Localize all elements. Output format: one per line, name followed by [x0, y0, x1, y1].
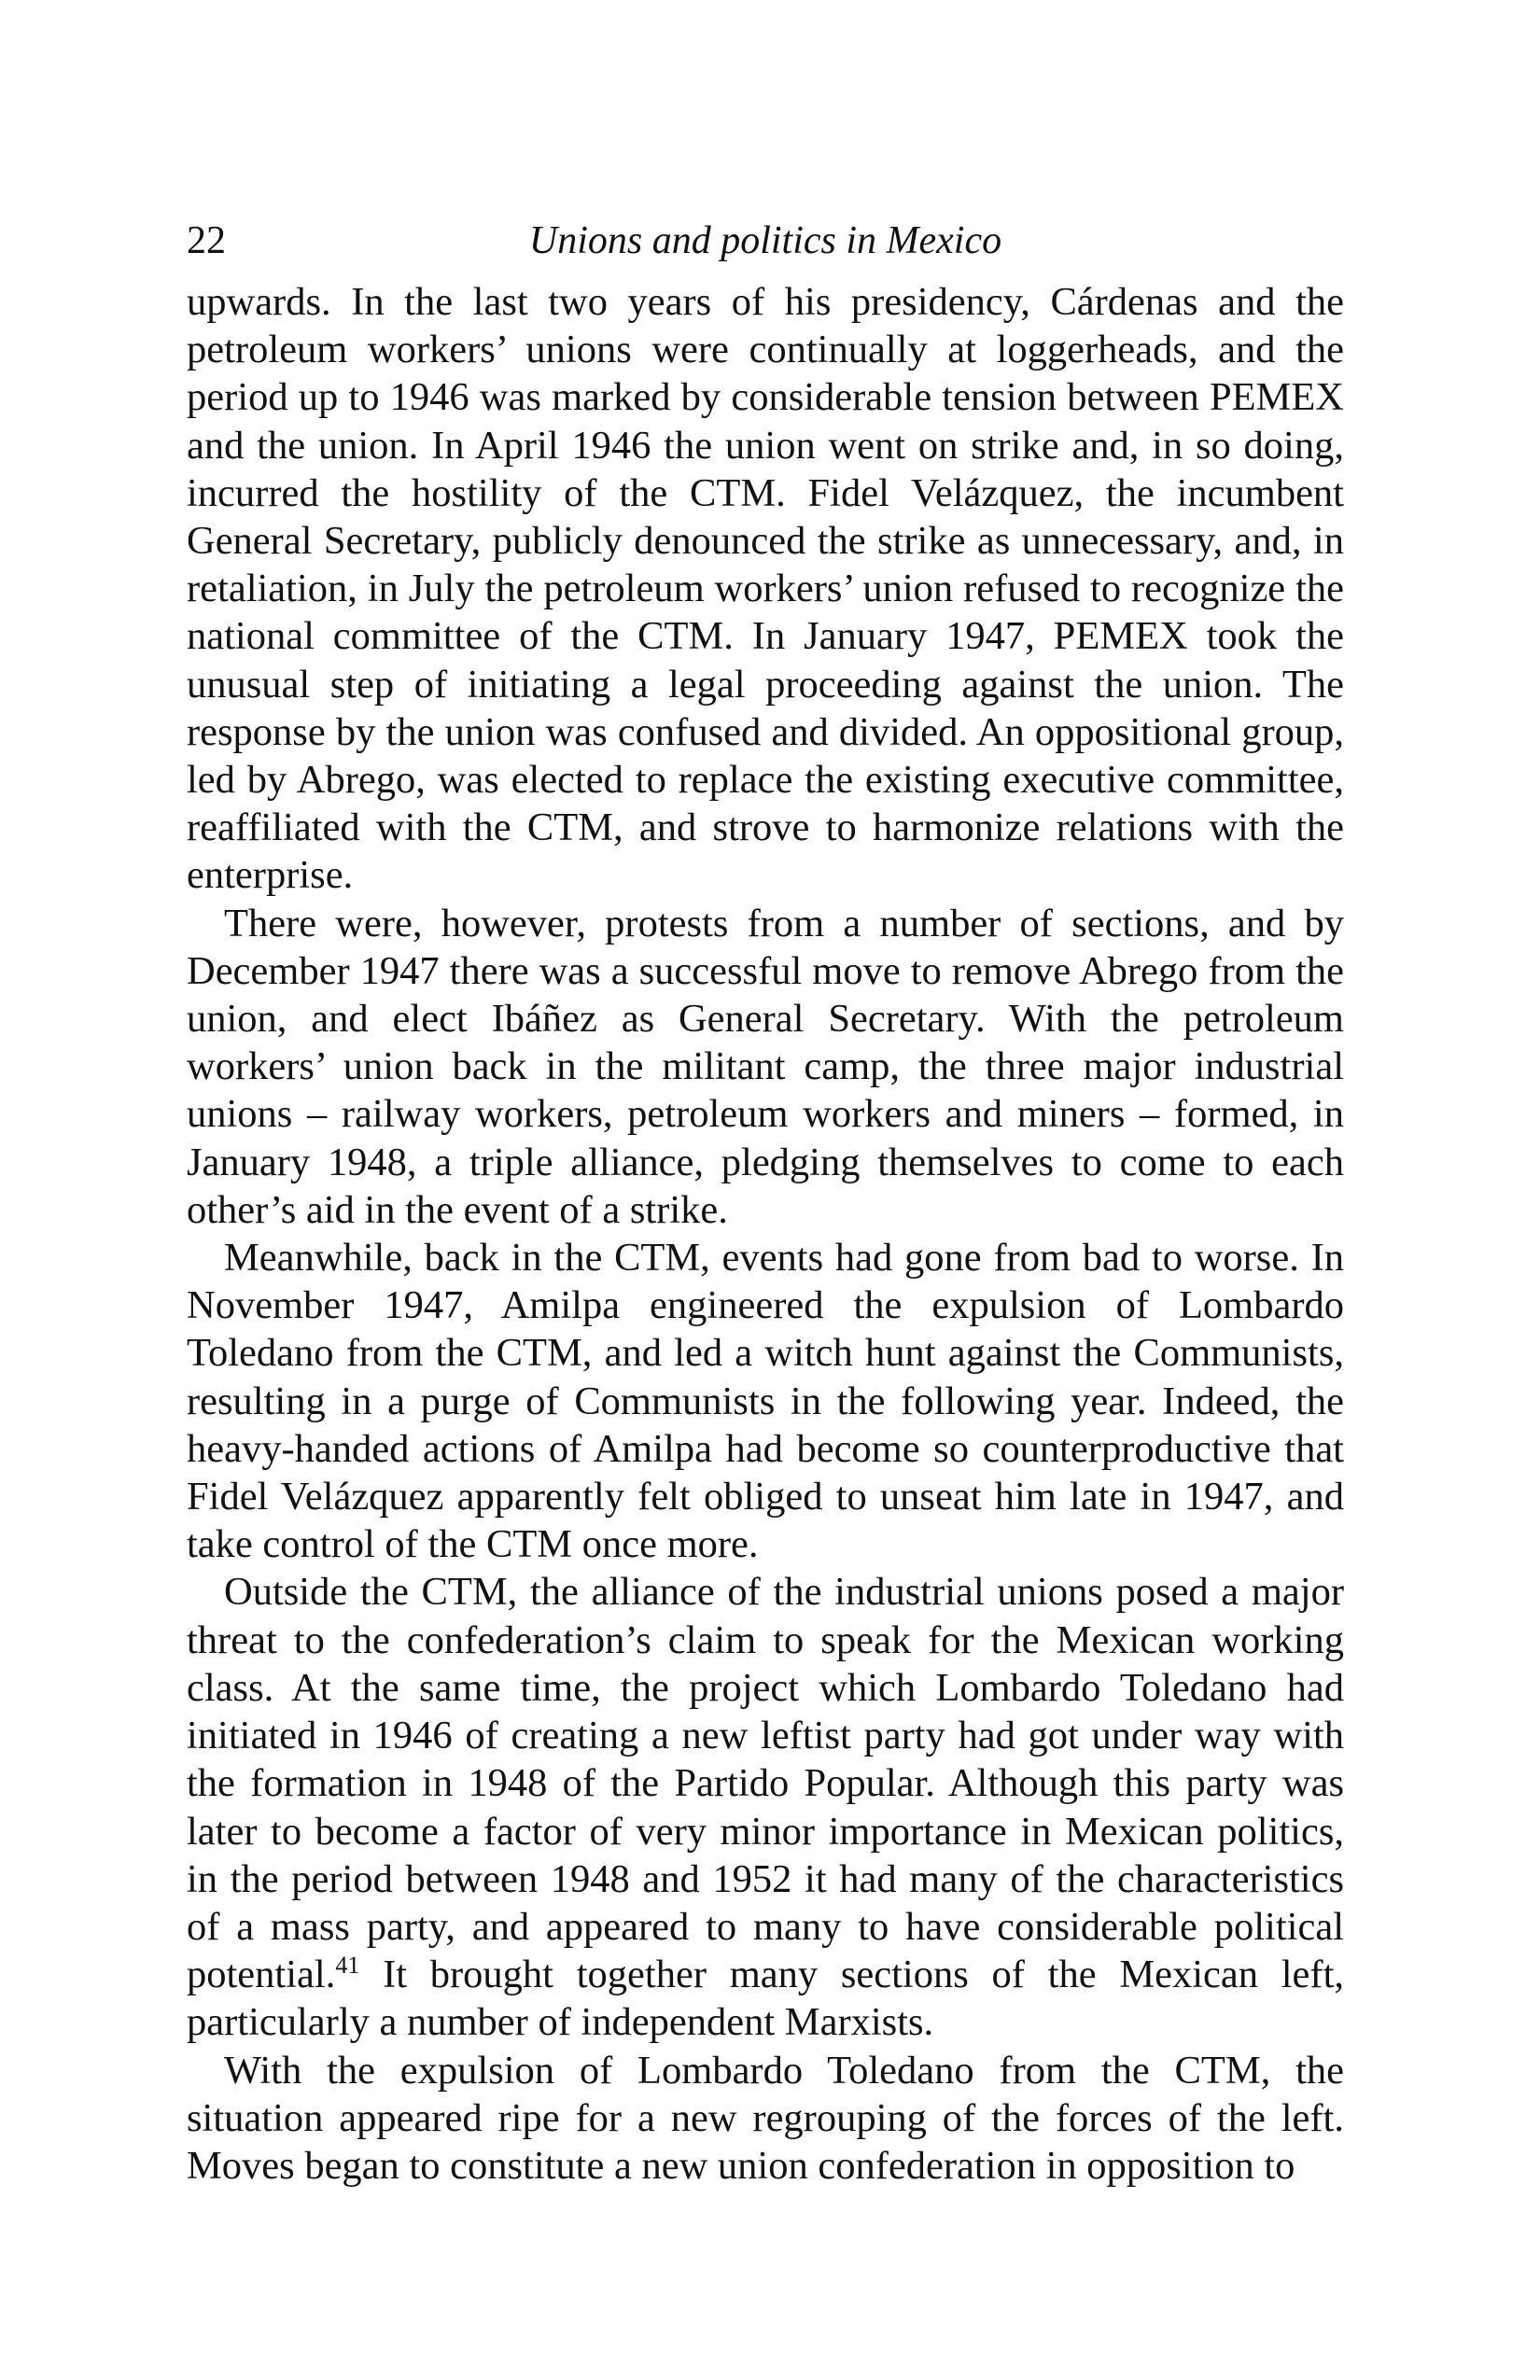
- running-head: [187, 213, 1344, 269]
- paragraph-3: Meanwhile, back in the CTM, events had gone from bad to worse. In November 1947, Amilpa engineered the expulsion of Lombardo Toledano from the CTM, and led a witch hunt against the Communists, resulting in a purge of Communists in the following year. Indeed, the heavy-handed actions of Amilpa had become so counterproductive that Fidel Velázquez apparently felt obliged to unseat him late in 1947, and take control of the CTM once more.: [187, 1236, 1344, 1567]
- page-number: 22: [187, 219, 226, 262]
- running-title: Unions and politics in Mexico: [528, 219, 1002, 262]
- paragraph-1: upwards. In the last two years of his presidency, Cárdenas and the petroleum workers’ unions were continually at loggerheads, and the period up to 1946 was marked by considerable tension between PEMEX and the union. In April 1946 the union went on strike and, in so doing, incurred the hostility of the CTM. Fidel Velázquez, the incumbent General Secretary, publicly denounced the strike as unnecessary, and, in retaliation, in July the petroleum workers’ union refused to recognize the national committee of the CTM. In January 1947, PEMEX took the unusual step of initiating a legal proceeding against the union. The response by the union was confused and divided. An oppositional group, led by Abrego, was elected to replace the existing executive committee, reaffiliated with the CTM, and strove to harmonize relations with the enterprise.: [187, 280, 1344, 898]
- paragraph-4: [187, 1568, 1344, 2046]
- paragraph-5: With the expulsion of Lombardo Toledano from the CTM, the situation appeared ripe for a new regrouping of the forces of the left. Moves began to constitute a new union confederation in opposition to: [187, 2048, 1344, 2188]
- paragraph-4-text-after-note: It brought together many sections of the Mexican left, particularly a number of independent Marxists.: [187, 1953, 1344, 2045]
- body-text: [187, 278, 1344, 2190]
- paragraph-4-text-before-note: Outside the CTM, the alliance of the industrial unions posed a major threat to the confederation’s claim to speak for the Mexican working class. At the same time, the project which Lombardo Toledano had initiated in 1946 of creating a new leftist party had got under way with the formation in 1948 of the Partido Popular. Although this party was later to become a factor of very minor importance in Mexican politics, in the period between 1948 and 1952 it had many of the characteristics of a mass party, and appeared to many to have considerable political potential.: [187, 1570, 1344, 1997]
- footnote-reference-41: 41: [335, 1951, 360, 1979]
- paragraph-2: There were, however, protests from a number of sections, and by December 1947 there was a successful move to remove Abrego from the union, and elect Ibáñez as General Secretary. With the petroleum workers’ union back in the militant camp, the three major industrial unions – railway workers, petroleum workers and miners – formed, in January 1948, a triple alliance, pledging themselves to come to each other’s aid in the event of a strike.: [187, 901, 1344, 1232]
